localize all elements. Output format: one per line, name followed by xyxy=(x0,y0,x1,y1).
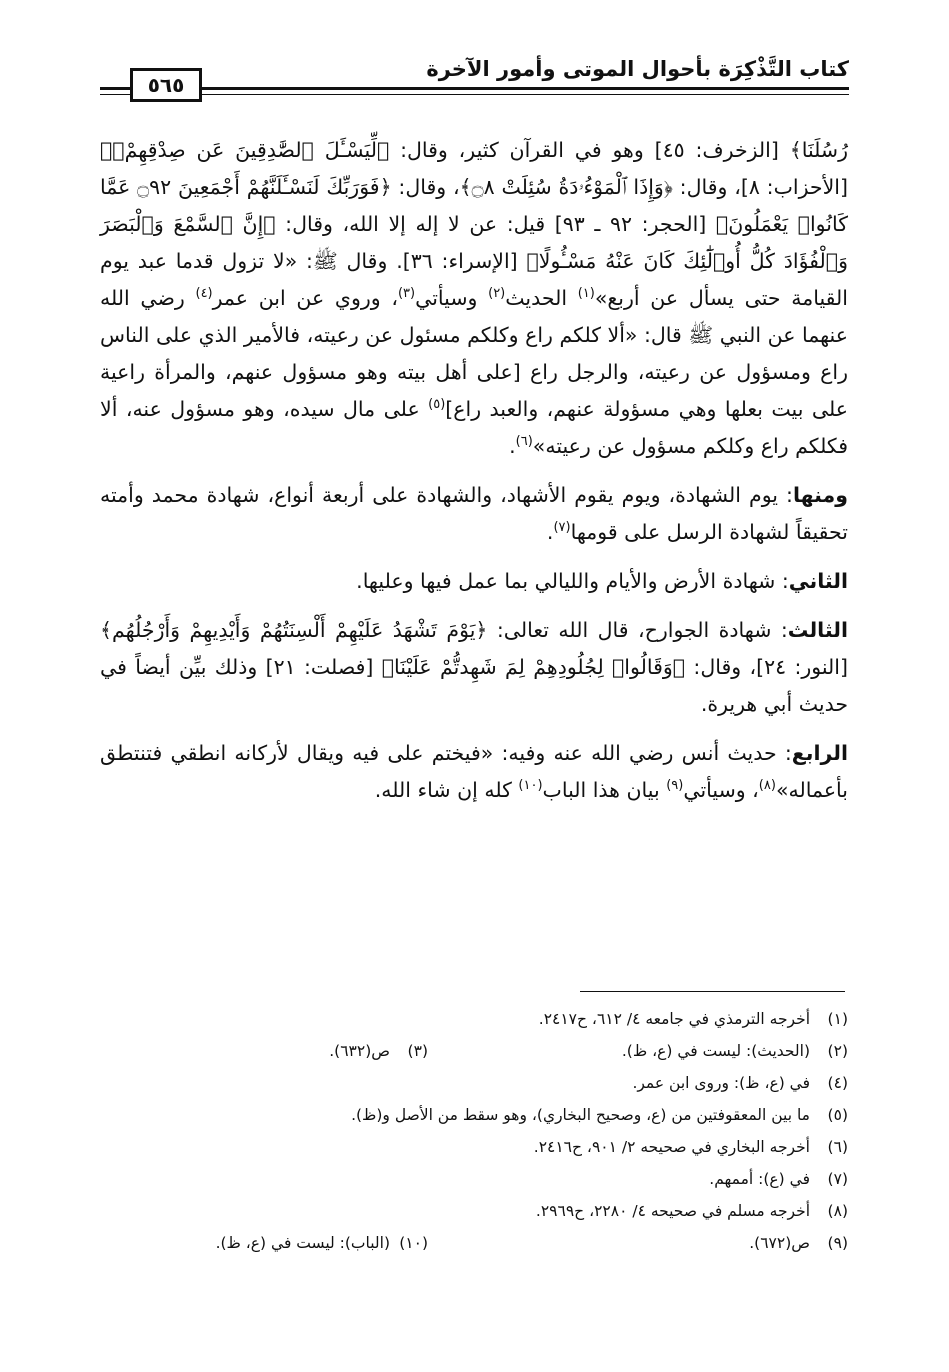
footnote-text: ما بين المعقوفتين من (ع، وصحيح البخاري)، وهو سقط من الأصل و(ظ). xyxy=(351,1106,810,1124)
footnote-ref[interactable]: (١) xyxy=(577,286,595,302)
paragraph-questioning xyxy=(100,132,848,465)
footnote-number: (٢) xyxy=(827,1042,848,1060)
footnote-text: في (ع): أممهم. xyxy=(709,1170,810,1188)
text-line: وقال: ﴿إِنَّ ٱلسَّمْعَ وَٱلْبَصَرَ وَٱلْفُؤَادَ كُلُّ أُو۟لَٰٓئِكَ كَانَ عَنْهُ مَسْـُٔولًا﴾ [الإسراء: ٣٦]. xyxy=(100,212,848,273)
text-line: فتنتطق بأعماله» xyxy=(100,741,848,802)
text-line: والرجل راع [على أهل بيته وهو مسؤول عنهم، والمرأة راعية على بيت بعلها xyxy=(100,360,848,421)
footnote-number: (١) xyxy=(827,1010,848,1028)
footnote-number: (٥) xyxy=(827,1106,848,1124)
paragraph-second xyxy=(100,563,848,600)
paragraph-fourth xyxy=(100,735,848,809)
text-line: صِدْقِهِمْۚ﴾ [الأحزاب: ٨]، وقال: ﴿وَإِذَا ٱلْمَوْءُۥدَةُ سُئِلَتْ ۝٨﴾، وقال: ﴿فَوَرَبِّكَ xyxy=(100,138,848,199)
footnote-2-3 xyxy=(100,1035,848,1067)
text-line: وهي مسؤولة عنهم، والعبد راع] xyxy=(445,397,717,421)
footnote-9-10 xyxy=(100,1227,848,1259)
text-line: : شهادة الجوارح، قال الله تعالى: ﴿يَوْمَ تَشْهَدُ عَلَيْهِمْ أَلْسِنَتُهُمْ وَأَيْدِيهِمْ xyxy=(189,618,788,642)
footnote-ref[interactable]: (٩) xyxy=(666,778,684,794)
text-line: . xyxy=(509,434,516,458)
footnote-8 xyxy=(100,1195,848,1227)
header-rule-thick xyxy=(100,87,849,90)
footnote-number: (٩) xyxy=(827,1234,848,1252)
text-line: ، وروي عن ابن عمر xyxy=(212,286,398,310)
text-line: وَأَرْجُلُهُم﴾ [النور: ٢٤]، وقال: ﴿وَقَالُوا۟ لِجُلُودِهِمْ لِمَ شَهِدتُّمْ عَلَيْنَا﴾ [فصلت: ٢١] xyxy=(100,618,848,679)
footnote-ref[interactable]: (٥) xyxy=(428,397,446,413)
footnote-text: (الباب): ليست في (ع، ظ). xyxy=(215,1234,390,1252)
footnote-5 xyxy=(100,1099,848,1131)
text-line: وقال ﷺ: «لا تزول قدما عبد يوم القيامة حتى يسأل عن أربع» xyxy=(100,249,848,310)
footnote-ref[interactable]: (١٠) xyxy=(518,778,543,794)
running-header-title: كتاب التَّذْكِرَة بأحوال الموتى وأمور الآخرة xyxy=(426,57,849,81)
text-line: وذلك بيِّن أيضاً في حديث أبي هريرة. xyxy=(100,655,848,716)
paragraph-third xyxy=(100,612,848,723)
text-line: الحديث xyxy=(505,286,578,310)
footnote-number: (١٠) xyxy=(399,1234,428,1252)
footnote-text: في (ع، ظ): وروى ابن عمر. xyxy=(632,1074,810,1092)
paragraph-lead: ومنها xyxy=(792,483,848,507)
footnote-number: (٧) xyxy=(827,1170,848,1188)
body-text xyxy=(100,132,848,809)
footnote-4 xyxy=(100,1067,848,1099)
footnote-ref[interactable]: (٧) xyxy=(553,520,571,536)
footnote-7 xyxy=(100,1163,848,1195)
footnote-number: (٣) xyxy=(407,1042,428,1060)
footnote-ref[interactable]: (٤) xyxy=(195,286,213,302)
footnote-separator xyxy=(580,991,845,992)
text-line: : يوم الشهادة، ويوم يقوم الأشهاد، والشهادة على أربعة أنواع، xyxy=(267,483,793,507)
text-line: : حديث أنس رضي الله عنه وفيه: «فيختم على فيه ويقال لأركانه انطقي xyxy=(170,741,792,765)
text-line: شهادة محمد وأمته تحقيقاً لشهادة الرسل على قومها xyxy=(100,483,848,544)
text-line: فكلكم راع وكلكم مسؤول عن رعيته» xyxy=(532,434,848,458)
text-line: بيان هذا الباب xyxy=(542,778,667,802)
footnote-text: ص(٦٣٢). xyxy=(329,1042,390,1060)
page-number: ٥٦٥ xyxy=(130,68,202,102)
footnote-6 xyxy=(100,1131,848,1163)
text-line: ، وسيأتي xyxy=(683,778,759,802)
paragraph-lead: الرابع xyxy=(791,741,848,765)
text-line: وكلكم مسئول عن رعيته، فالأمير الذي على الناس راع ومسؤول عن رعيته، xyxy=(100,323,848,384)
footnote-ref[interactable]: (٣) xyxy=(397,286,416,302)
footnotes xyxy=(100,1003,848,1259)
footnote-number: (٨) xyxy=(827,1202,848,1220)
paragraph-lead: الثالث xyxy=(787,618,848,642)
footnote-3 xyxy=(329,1035,428,1067)
footnote-text: أخرجه الترمذي في جامعه ٤/ ٦١٢، ح٢٤١٧. xyxy=(538,1010,810,1028)
footnote-text: ص(٦٧٢). xyxy=(749,1234,810,1252)
footnote-ref[interactable]: (٨) xyxy=(758,778,776,794)
text-line: لَنَسْـَٔلَنَّهُمْ أَجْمَعِينَ ۝٩٢ عَمَّا كَانُوا۟ يَعْمَلُونَ﴾ [الحجر: ٩٢ ـ ٩٣] قيل: عن لا إله إلا الله، xyxy=(100,175,848,236)
footnote-10 xyxy=(216,1227,428,1259)
footnote-text: أخرجه مسلم في صحيحه ٤/ ٢٢٨٠، ح٢٩٦٩. xyxy=(535,1202,810,1220)
footnote-text: أخرجه البخاري في صحيحه ٢/ ٩٠١، ح٢٤١٦. xyxy=(533,1138,810,1156)
text-line: رُسُلَنَا﴾ [الزخرف: ٤٥] وهو في القرآن كثير، وقال: ﴿لِّيَسْـَٔلَ ٱلصَّٰدِقِينَ عَن xyxy=(196,138,849,162)
text-line: على مال سيده، وهو مسؤول عنه، ألا xyxy=(100,397,429,421)
paragraph-day-of-witness xyxy=(100,477,848,551)
text-line: وسيأتي xyxy=(415,286,478,310)
paragraph-lead: الثاني xyxy=(788,569,848,593)
text-line: رضي الله عنهما عن النبي ﷺ قال: «ألا كلكم راع xyxy=(100,286,848,347)
footnote-text: (الحديث): ليست في (ع، ظ). xyxy=(621,1042,810,1060)
text-line: كله إن شاء الله. xyxy=(374,778,519,802)
footnote-ref[interactable]: (٦) xyxy=(515,434,533,450)
footnote-number: (٤) xyxy=(827,1074,848,1092)
footnote-ref[interactable]: (٢) xyxy=(488,286,506,302)
text-line: : شهادة الأرض والأيام والليالي بما عمل فيها وعليها. xyxy=(356,569,789,593)
footnote-1 xyxy=(100,1003,848,1035)
header-rule-thin xyxy=(100,94,849,95)
footnote-number: (٦) xyxy=(827,1138,848,1156)
text-line: . xyxy=(546,520,554,544)
